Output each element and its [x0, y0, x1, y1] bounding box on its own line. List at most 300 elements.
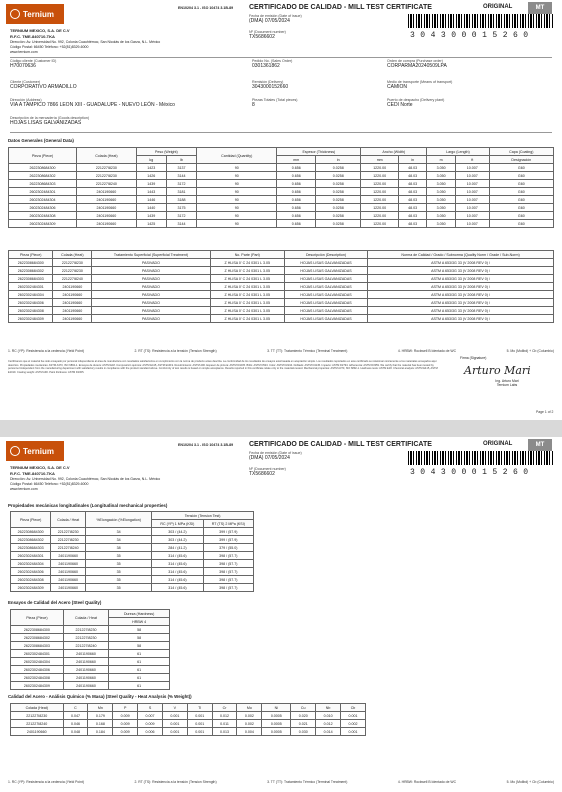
table-cell: Z HLISA 0' C 24 0301 L 3.05: [210, 315, 284, 323]
table-cell: Z HLISA 0' C 24 0301 L 3.05: [210, 267, 284, 275]
table-cell: 2401190660: [63, 674, 108, 682]
table-cell: 3175: [166, 204, 196, 212]
table-cell: 1446: [136, 196, 166, 204]
company-block: [10, 28, 160, 55]
table-cell: 1425: [136, 220, 166, 228]
table-cell: 303 / (44.2): [152, 536, 203, 544]
table-cell: 2602302484301: [9, 283, 53, 291]
table-cell: 48.03: [398, 204, 426, 212]
table-cell: PASIVADO: [92, 315, 210, 323]
col-header: Colada (Heat): [11, 704, 64, 712]
table-cell: 221227I8240: [11, 720, 64, 728]
table-cell: 2622308684303: [11, 544, 51, 552]
table-cell: 2602302484308: [9, 212, 77, 220]
col-description: Descripción (Description): [284, 251, 367, 259]
table-cell: 221227I8230: [77, 164, 137, 172]
table-cell: HOJAS LISAS GALVANIZADAS: [284, 291, 367, 299]
table-cell: 1220.00: [361, 212, 399, 220]
table-cell: 90: [197, 188, 277, 196]
table-cell: 0.002: [237, 712, 262, 720]
chemical-analysis-title: Calidad del Acero - Análisis Químico (% Masa) (Steel Quality - Heat Analysis (% Weight)): [8, 694, 192, 699]
table-cell: 2401190660: [77, 196, 137, 204]
footnote-1: 1. RC (YP): Resistencia a la cedencia (Yield Point): [8, 349, 85, 353]
table-cell: 58: [109, 626, 170, 634]
col-heat: Colada / Heat: [63, 610, 108, 626]
table-cell: 398 / (57.7): [203, 568, 253, 576]
table-cell: 0.001: [162, 720, 187, 728]
table-cell: 0.656: [277, 180, 316, 188]
delivery-label: Remisión (Delivery): [252, 80, 284, 84]
order-info: [10, 59, 552, 129]
table-cell: Z HLISA 0' C 24 0301 L 3.05: [210, 299, 284, 307]
barcode-number: 304300015260: [410, 468, 534, 477]
table-cell: G60: [489, 188, 553, 196]
table-cell: 48.03: [398, 212, 426, 220]
table-cell: 0.013: [212, 728, 237, 736]
company-web: www.ternium.com: [10, 50, 38, 54]
table-cell: 2401190660: [63, 682, 108, 690]
barcode: [408, 451, 554, 465]
table-cell: 0.001: [187, 712, 212, 720]
footnote-5: 5. Mo (Molibd) + Cb (Columbio): [506, 349, 554, 353]
parts-row: [9, 275, 554, 283]
signer-name: Ing. Arturo Mari: [495, 379, 519, 383]
company-postal: Código Postal: 66450 Teléfono: +52(81)8329-6000: [10, 482, 89, 486]
table-cell: Z HLISA 0' C 24 0301 L 3.05: [210, 275, 284, 283]
col-header: Nb: [316, 704, 341, 712]
footnote-4: 4. HRBW: Rockwell B Identado de WC: [397, 780, 457, 784]
ternium-logo: [6, 441, 64, 461]
table-cell: 0.011: [212, 720, 237, 728]
table-cell: 61: [109, 650, 170, 658]
table-cell: 58: [109, 642, 170, 650]
table-cell: 2602302484309: [9, 315, 53, 323]
table-cell: 2602302484308: [9, 307, 53, 315]
table-cell: 0.001: [162, 712, 187, 720]
table-cell: 0.010: [316, 712, 341, 720]
col-piece: Pieza (Piece): [11, 512, 51, 528]
table-cell: PASIVADO: [92, 267, 210, 275]
table-cell: 35: [86, 552, 152, 560]
mech-row: [11, 576, 254, 584]
mech-row: [11, 536, 254, 544]
table-cell: 1220.00: [361, 164, 399, 172]
col-header: V: [162, 704, 187, 712]
table-cell: 1440: [136, 204, 166, 212]
table-cell: 10.007: [455, 164, 489, 172]
customer-label: Cliente (Customer): [10, 80, 41, 84]
company-block: [10, 465, 160, 492]
table-cell: 3.050: [427, 188, 456, 196]
table-cell: 2401190660: [11, 728, 64, 736]
table-cell: HOJAS LISAS GALVANIZADAS: [284, 267, 367, 275]
table-cell: 2401190660: [51, 552, 86, 560]
table-cell: 399 / (57.9): [203, 536, 253, 544]
table-cell: 2401190660: [77, 188, 137, 196]
table-cell: 3144: [166, 220, 196, 228]
table-cell: 2602302484304: [9, 291, 53, 299]
table-cell: 1220.00: [361, 220, 399, 228]
goods-description: HOJAS LISAS GALVANIZADAS: [10, 120, 82, 126]
mech-row: [11, 568, 254, 576]
table-cell: 0.006: [138, 728, 163, 736]
parts-row: [9, 315, 554, 323]
table-cell: 61: [109, 658, 170, 666]
table-cell: 2401190660: [77, 212, 137, 220]
table-cell: 2622308684300: [9, 259, 53, 267]
certification-text: Certificamos que el material fue sido ensayado por personal independiente al área de manufactura con resultados satisfactorios en cumplimiento con la norma de producto antes descrita. La conformidad de los resultados de ensayos está basada en aceptación simple. Los resultados reportados en este certificado se relacionan únicamente a los materiales ensayados aquí descritos. Propiedades mecánicas: ASTM A370, ISO 6892-1. Ensayos de dureza: ASTM E18. Composición química: ASTM E415, ASTM E1019. Recubrimiento: ASTM A90. Espesor de pintura: ASTM D1005. Brillo: ASTM D523. Color: ASTM D2244. Doblado: ASTM D4145. Impacto: ASTM D2794. Adherencia: ASTM D3359. We certify that the material has been tested by personnel independent from the manufacturing department with satisfactory results in compliance with the product standard above. Conformity of test results is based on simple acceptance. Results reported in this certificate relate only to the materials tested. Mechanical properties: ASTM A370, ISO 6892-1. Hardness tests: ASTM E18. Chemical analysis: ASTM E415, ASTM E1019. Coating weight: ASTM A90. Paint thickness: ASTM D1005.: [8, 360, 438, 374]
table-cell: 3188: [166, 196, 196, 204]
col-thickness: Espesor (Thickness): [277, 148, 361, 156]
sales-order-label: Pedido No. (Sales Order): [252, 59, 293, 63]
footnotes: [8, 349, 554, 353]
footnote-2: 2. RT (TS): Resistencia a la tensión (Tension Strength): [134, 349, 217, 353]
mechanical-properties-table: [10, 511, 254, 592]
company-rfc: R.F.C. TME-840710-TKA: [10, 34, 55, 39]
chem-row: [11, 720, 366, 728]
logo-text: Ternium: [23, 446, 54, 456]
ternium-mark-icon: [10, 9, 20, 19]
table-cell: HOJAS LISAS GALVANIZADAS: [284, 283, 367, 291]
table-cell: 0.0258: [316, 220, 361, 228]
mt-badge: MT: [528, 439, 552, 451]
barcode: [408, 14, 554, 28]
delivery-plant: CEDI Norte: [387, 102, 413, 108]
address-label: Dirección (Address): [10, 98, 42, 102]
document-number: [249, 467, 286, 477]
table-cell: 2401190660: [51, 560, 86, 568]
table-cell: ASTM A 653/3G 33 (V 2008 REV 0) /: [368, 307, 554, 315]
col-piece: Pieza (Piece): [9, 148, 77, 164]
table-cell: 221227I8230: [63, 634, 108, 642]
general-row: [9, 212, 554, 220]
table-cell: 2602302484304: [11, 658, 64, 666]
table-cell: 221227I8230: [63, 626, 108, 634]
hardness-row: [11, 658, 170, 666]
table-cell: 0.0258: [316, 172, 361, 180]
table-cell: 48.03: [398, 172, 426, 180]
table-cell: 221227I8230: [77, 172, 137, 180]
document-number: [249, 30, 286, 40]
col-header: Cu: [291, 704, 316, 712]
table-cell: 0.0005: [262, 728, 291, 736]
table-cell: ASTM A 653/3G 33 (V 2008 REV 0) /: [368, 259, 554, 267]
transport: CAMION: [387, 84, 407, 90]
table-cell: 0.012: [316, 720, 341, 728]
table-cell: 48.03: [398, 220, 426, 228]
unit-m: m: [427, 156, 456, 164]
general-row: [9, 196, 554, 204]
table-cell: ASTM A 653/3G 33 (V 2008 REV 0) /: [368, 299, 554, 307]
col-header: P: [113, 704, 138, 712]
table-cell: 398 / (57.7): [203, 560, 253, 568]
mt-badge: MT: [528, 2, 552, 14]
table-cell: 398 / (57.7): [203, 552, 253, 560]
signature-block: [460, 356, 554, 387]
table-cell: 398 / (57.7): [203, 584, 253, 592]
table-cell: 0.020: [291, 712, 316, 720]
hardness-row: [11, 642, 170, 650]
hardness-row: [11, 674, 170, 682]
col-header: S: [138, 704, 163, 712]
signer-company: Ternium Labs: [496, 383, 518, 387]
table-cell: 2401190660: [51, 576, 86, 584]
table-cell: 3137: [166, 164, 196, 172]
table-cell: 2602302484301: [11, 650, 64, 658]
barcode-number: 304300015260: [410, 31, 534, 40]
unit-kg: kg: [136, 156, 166, 164]
table-cell: 0.048: [63, 728, 88, 736]
general-row: [9, 188, 554, 196]
unit-designation: Designación: [489, 156, 553, 164]
table-cell: 2602302484304: [9, 196, 77, 204]
table-cell: 3172: [166, 180, 196, 188]
page-number: Page 1 of 2: [536, 410, 554, 414]
table-cell: 2622308684300: [11, 528, 51, 536]
company-address: Dirección: Av. Universidad No. 992, Colonia Cuauhtémoc, San Nicolás de los Garza, N.L. México: [10, 477, 161, 481]
table-cell: 2622308684303: [9, 275, 53, 283]
table-cell: 0.007: [138, 712, 163, 720]
table-cell: Z HLISA 0' C 24 0301 L 3.05: [210, 291, 284, 299]
table-cell: 398 / (57.7): [203, 576, 253, 584]
table-cell: 379 / (55.0): [203, 544, 253, 552]
company-address: Dirección: Av. Universidad No. 992, Colonia Cuauhtémoc, San Nicolás de los Garza, N.L. México: [10, 40, 161, 44]
table-cell: 0.656: [277, 220, 316, 228]
table-cell: 34: [86, 536, 152, 544]
unit-mm: mm: [361, 156, 399, 164]
table-cell: G60: [489, 196, 553, 204]
footnote-2: 2. RT (TS): Resistencia a la tensión (Tension Strength): [134, 780, 217, 784]
table-cell: 0.046: [63, 720, 88, 728]
table-cell: 0.656: [277, 204, 316, 212]
col-yield: RC (YP) 1 MPa (KSI): [152, 520, 203, 528]
col-header: C: [63, 704, 88, 712]
table-cell: 10.007: [455, 180, 489, 188]
table-cell: 1220.00: [361, 188, 399, 196]
issue-date-value: (DMA) 07/05/2024: [249, 18, 290, 24]
table-cell: 48.03: [398, 188, 426, 196]
table-cell: 0.184: [88, 728, 113, 736]
col-header: Cb: [341, 704, 366, 712]
chem-row: [11, 712, 366, 720]
table-cell: PASIVADO: [92, 283, 210, 291]
col-heat: Colada (Heat): [53, 251, 92, 259]
hardness-table: [10, 609, 170, 690]
table-cell: 1220.00: [361, 196, 399, 204]
table-cell: 0.001: [341, 712, 366, 720]
table-cell: 2401190660: [63, 650, 108, 658]
table-cell: 2622308684302: [9, 267, 53, 275]
table-cell: 90: [197, 212, 277, 220]
chemical-analysis-table: [10, 703, 366, 736]
parts-row: [9, 259, 554, 267]
table-cell: 90: [197, 172, 277, 180]
unit-in: in: [316, 156, 361, 164]
table-cell: ASTM A 653/3G 33 (V 2008 REV 0) /: [368, 315, 554, 323]
general-row: [9, 220, 554, 228]
table-cell: 61: [109, 666, 170, 674]
table-cell: PASIVADO: [92, 307, 210, 315]
table-cell: 2401190660: [53, 299, 92, 307]
table-cell: 0.001: [187, 720, 212, 728]
col-header: Mn: [88, 704, 113, 712]
table-cell: 0.0005: [262, 720, 291, 728]
parts-row: [9, 291, 554, 299]
table-cell: 1439: [136, 180, 166, 188]
table-cell: 2401190660: [63, 666, 108, 674]
table-cell: 2602302484308: [11, 576, 51, 584]
table-cell: 1220.00: [361, 172, 399, 180]
table-cell: 3.050: [427, 220, 456, 228]
table-cell: 303 / (44.2): [152, 528, 203, 536]
general-row: [9, 204, 554, 212]
signature-image: Arturo Mari: [464, 364, 531, 377]
table-cell: 3.050: [427, 172, 456, 180]
table-cell: 0.001: [341, 728, 366, 736]
parts-row: [9, 307, 554, 315]
table-cell: 3.050: [427, 212, 456, 220]
table-cell: 0.168: [88, 720, 113, 728]
table-cell: HOJAS LISAS GALVANIZADAS: [284, 259, 367, 267]
table-cell: 35: [86, 568, 152, 576]
hardness-row: [11, 650, 170, 658]
mech-row: [11, 560, 254, 568]
col-header: Ni: [262, 704, 291, 712]
table-cell: 0.009: [113, 728, 138, 736]
parts-row: [9, 283, 554, 291]
table-cell: 2602302484308: [11, 674, 64, 682]
iso-standard: EN10204 3.1 - ISO 10474 3.1B-89: [178, 6, 234, 10]
table-cell: 0.0005: [262, 712, 291, 720]
table-cell: 0.002: [237, 720, 262, 728]
table-cell: 3181: [166, 188, 196, 196]
general-row: [9, 180, 554, 188]
table-cell: 314 / (45.6): [152, 560, 203, 568]
table-cell: 2401190660: [53, 291, 92, 299]
col-tension: Tensión (Tension Test): [152, 512, 254, 520]
ternium-mark-icon: [10, 446, 20, 456]
table-cell: 2602302484306: [11, 666, 64, 674]
table-cell: 221227I8240: [51, 544, 86, 552]
table-cell: 0.014: [316, 728, 341, 736]
table-cell: 0.030: [291, 728, 316, 736]
document-number-label: Nº (Document number): [249, 30, 286, 34]
mech-row: [11, 552, 254, 560]
table-cell: 3.050: [427, 180, 456, 188]
unit-lb: lb: [166, 156, 196, 164]
table-cell: 2602302484309: [11, 584, 51, 592]
table-cell: 2622308684302: [9, 172, 77, 180]
col-coating: Capa (Coating): [489, 148, 553, 156]
table-cell: 10.007: [455, 172, 489, 180]
table-cell: 2602302484301: [11, 552, 51, 560]
purchase-order: CORPARMA20240509LPA: [387, 63, 447, 69]
table-cell: 0.179: [88, 712, 113, 720]
table-cell: 35: [86, 584, 152, 592]
mech-row: [11, 584, 254, 592]
mechanical-properties-title: Propiedades mecánicas longitudinales (Longitudinal mechanical properties): [8, 503, 168, 508]
issue-date-label: Fecha de emisión (Date of issue): [249, 451, 302, 455]
mech-row: [11, 528, 254, 536]
table-cell: 2401190660: [77, 204, 137, 212]
table-cell: 3144: [166, 172, 196, 180]
client-code-label: Código cliente (Customer ID): [10, 59, 57, 63]
table-cell: G60: [489, 180, 553, 188]
document-number-value: TX5686602: [249, 471, 275, 477]
table-cell: 90: [197, 204, 277, 212]
table-cell: 0.009: [138, 720, 163, 728]
table-cell: 2602302484306: [9, 204, 77, 212]
chem-row: [11, 728, 366, 736]
table-cell: 48.03: [398, 196, 426, 204]
table-cell: 221227I8230: [53, 267, 92, 275]
total-pieces-label: Piezas Totales (Total pieces): [252, 98, 298, 102]
table-cell: 61: [109, 674, 170, 682]
table-cell: 2401190660: [53, 283, 92, 291]
table-cell: PASIVADO: [92, 291, 210, 299]
col-hrbw: HRBW 4: [109, 618, 170, 626]
company-name: TERNIUM MEXICO, S.A. DE C.V: [10, 28, 70, 33]
col-piece: Pieza (Piece): [9, 251, 53, 259]
table-cell: 35: [86, 576, 152, 584]
table-cell: ASTM A 653/3G 33 (V 2008 REV 0) /: [368, 291, 554, 299]
col-norm: Norma de Calidad / Grado / Subnorma (Quality Norm / Grade / Sub-Norm): [368, 251, 554, 259]
table-cell: 0.0258: [316, 196, 361, 204]
general-row: [9, 164, 554, 172]
table-cell: 48.03: [398, 180, 426, 188]
col-header: Cr: [212, 704, 237, 712]
table-cell: 0.001: [187, 728, 212, 736]
col-elongation: %Elongación (%Elongation): [86, 512, 152, 528]
document-number-label: Nº (Document number): [249, 467, 286, 471]
logo-text: Ternium: [23, 9, 54, 19]
certificate-title: CERTIFICADO DE CALIDAD - MILL TEST CERTIFICATE: [249, 441, 432, 448]
table-cell: 90: [197, 220, 277, 228]
company-name: TERNIUM MEXICO, S.A. DE C.V: [10, 465, 70, 470]
hardness-row: [11, 634, 170, 642]
hardness-row: [11, 666, 170, 674]
table-cell: 10.007: [455, 188, 489, 196]
table-cell: 2622308684303: [9, 180, 77, 188]
table-cell: 35: [86, 560, 152, 568]
table-cell: 3172: [166, 212, 196, 220]
table-cell: 0.0258: [316, 180, 361, 188]
mech-row: [11, 544, 254, 552]
table-cell: 2622308684300: [11, 626, 64, 634]
table-cell: 0.656: [277, 172, 316, 180]
table-cell: 284 / (41.2): [152, 544, 203, 552]
table-cell: 34: [86, 528, 152, 536]
table-cell: 2622308684302: [11, 634, 64, 642]
table-cell: 0.0258: [316, 188, 361, 196]
col-piece: Pieza (Piece): [11, 610, 64, 626]
table-cell: 10.007: [455, 196, 489, 204]
table-cell: 2602302484309: [9, 220, 77, 228]
issue-date-label: Fecha de emisión (Date of issue): [249, 14, 302, 18]
parts-row: [9, 267, 554, 275]
table-cell: 1443: [136, 188, 166, 196]
table-cell: 221227I8240: [53, 275, 92, 283]
table-cell: 90: [197, 196, 277, 204]
table-cell: 1423: [136, 164, 166, 172]
issue-date: [249, 14, 302, 24]
table-cell: G60: [489, 172, 553, 180]
table-cell: 1439: [136, 212, 166, 220]
table-cell: PASIVADO: [92, 275, 210, 283]
table-cell: 0.009: [113, 720, 138, 728]
table-cell: 90: [197, 164, 277, 172]
table-cell: 314 / (45.6): [152, 584, 203, 592]
